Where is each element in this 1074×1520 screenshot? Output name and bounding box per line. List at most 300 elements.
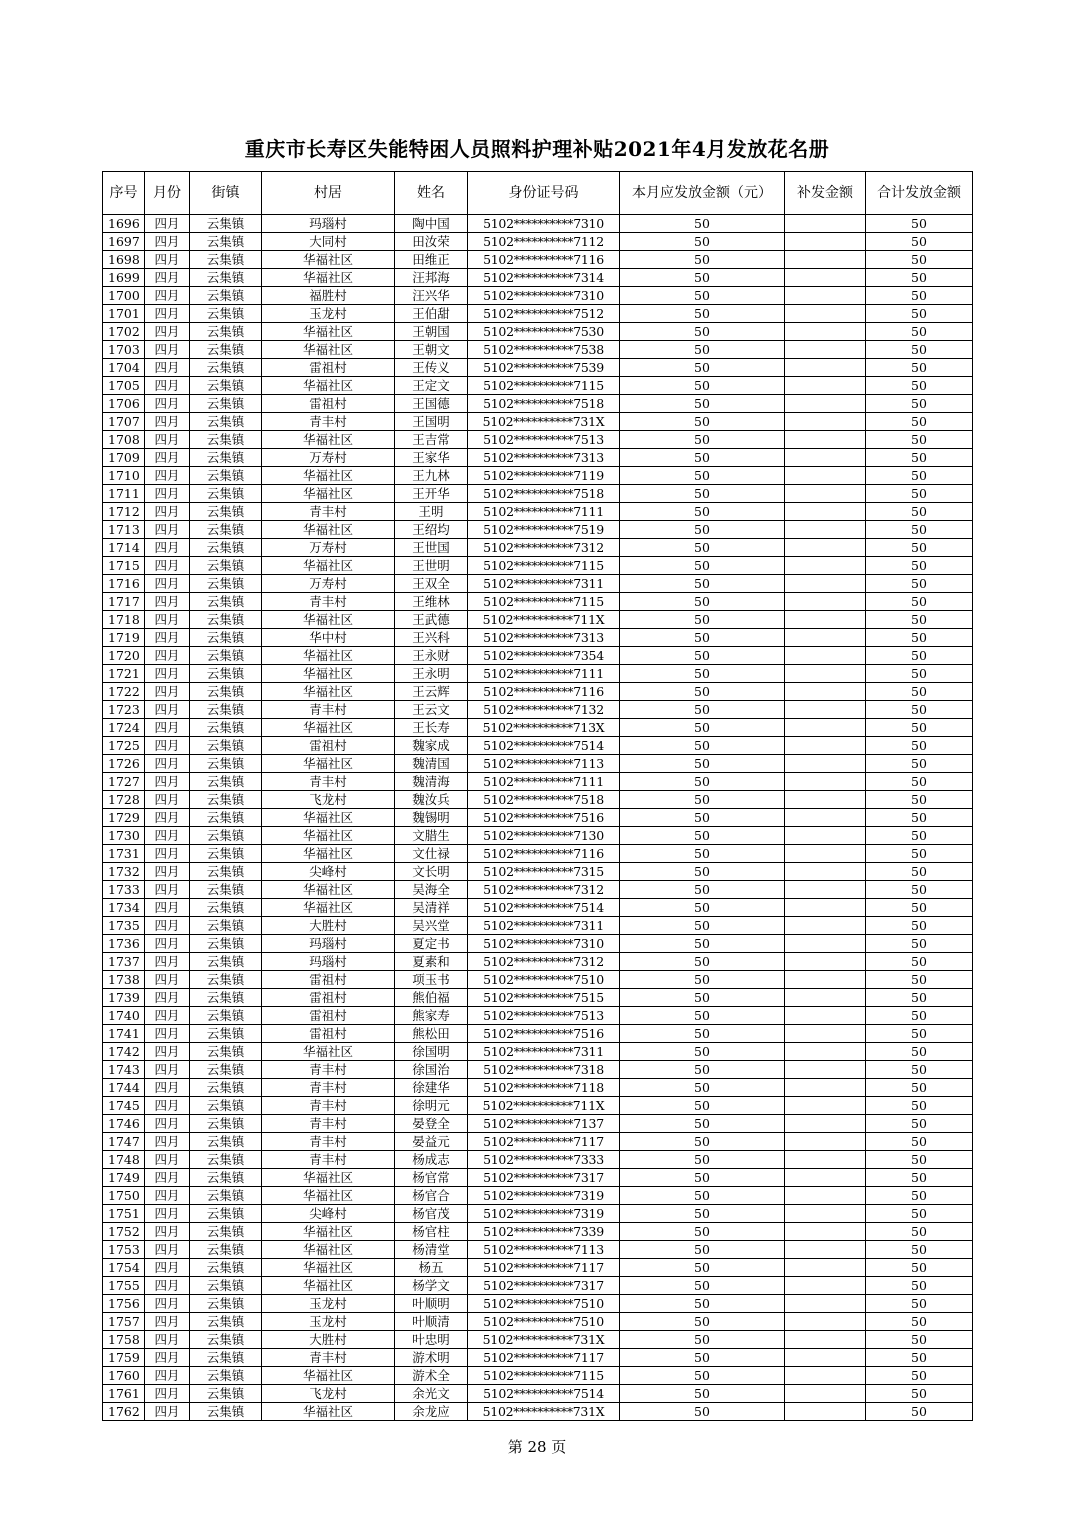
cell-id-number: 5102**********7115 xyxy=(468,1367,620,1385)
table-row xyxy=(103,1223,973,1241)
cell-town: 云集镇 xyxy=(190,665,262,683)
cell-month: 四月 xyxy=(145,503,190,521)
cell-total-amount: 50 xyxy=(866,449,973,467)
cell-name: 陶中国 xyxy=(395,215,468,233)
cell-town: 云集镇 xyxy=(190,1115,262,1133)
cell-month: 四月 xyxy=(145,701,190,719)
cell-due-amount: 50 xyxy=(620,539,785,557)
cell-extra-amount xyxy=(785,1097,866,1115)
table-row xyxy=(103,1205,973,1223)
cell-month: 四月 xyxy=(145,431,190,449)
cell-name: 文腊生 xyxy=(395,827,468,845)
cell-total-amount: 50 xyxy=(866,215,973,233)
cell-town: 云集镇 xyxy=(190,269,262,287)
cell-village: 华福社区 xyxy=(262,251,395,269)
cell-total-amount: 50 xyxy=(866,287,973,305)
cell-total-amount: 50 xyxy=(866,1025,973,1043)
cell-month: 四月 xyxy=(145,881,190,899)
cell-seq: 1744 xyxy=(103,1079,145,1097)
table-row xyxy=(103,413,973,431)
cell-total-amount: 50 xyxy=(866,431,973,449)
cell-id-number: 5102**********7318 xyxy=(468,1061,620,1079)
cell-seq: 1733 xyxy=(103,881,145,899)
cell-village: 玉龙村 xyxy=(262,1313,395,1331)
cell-extra-amount xyxy=(785,1277,866,1295)
cell-month: 四月 xyxy=(145,1331,190,1349)
table-row xyxy=(103,521,973,539)
cell-name: 杨官茂 xyxy=(395,1205,468,1223)
cell-town: 云集镇 xyxy=(190,773,262,791)
cell-seq: 1739 xyxy=(103,989,145,1007)
cell-due-amount: 50 xyxy=(620,1331,785,1349)
cell-due-amount: 50 xyxy=(620,1241,785,1259)
cell-village: 万寿村 xyxy=(262,539,395,557)
cell-seq: 1696 xyxy=(103,215,145,233)
cell-month: 四月 xyxy=(145,1313,190,1331)
cell-total-amount: 50 xyxy=(866,665,973,683)
cell-name: 徐建华 xyxy=(395,1079,468,1097)
cell-month: 四月 xyxy=(145,611,190,629)
cell-village: 华福社区 xyxy=(262,431,395,449)
cell-due-amount: 50 xyxy=(620,935,785,953)
cell-month: 四月 xyxy=(145,1403,190,1421)
cell-due-amount: 50 xyxy=(620,1151,785,1169)
cell-name: 熊伯福 xyxy=(395,989,468,1007)
table-row xyxy=(103,485,973,503)
cell-total-amount: 50 xyxy=(866,1097,973,1115)
table-row xyxy=(103,1403,973,1421)
cell-due-amount: 50 xyxy=(620,755,785,773)
cell-total-amount: 50 xyxy=(866,341,973,359)
cell-seq: 1756 xyxy=(103,1295,145,1313)
cell-due-amount: 50 xyxy=(620,1133,785,1151)
cell-seq: 1710 xyxy=(103,467,145,485)
cell-id-number: 5102**********7513 xyxy=(468,1007,620,1025)
cell-due-amount: 50 xyxy=(620,683,785,701)
cell-total-amount: 50 xyxy=(866,1313,973,1331)
cell-seq: 1715 xyxy=(103,557,145,575)
cell-village: 雷祖村 xyxy=(262,971,395,989)
table-row xyxy=(103,341,973,359)
cell-month: 四月 xyxy=(145,737,190,755)
cell-id-number: 5102**********7514 xyxy=(468,1385,620,1403)
cell-name: 王家华 xyxy=(395,449,468,467)
cell-village: 华福社区 xyxy=(262,845,395,863)
cell-id-number: 5102**********7312 xyxy=(468,881,620,899)
cell-total-amount: 50 xyxy=(866,1403,973,1421)
table-row xyxy=(103,323,973,341)
cell-extra-amount xyxy=(785,359,866,377)
cell-extra-amount xyxy=(785,953,866,971)
cell-id-number: 5102**********731X xyxy=(468,1403,620,1421)
cell-month: 四月 xyxy=(145,971,190,989)
cell-extra-amount xyxy=(785,1349,866,1367)
table-row xyxy=(103,1079,973,1097)
cell-village: 华福社区 xyxy=(262,827,395,845)
cell-extra-amount xyxy=(785,989,866,1007)
table-row xyxy=(103,647,973,665)
cell-id-number: 5102**********7111 xyxy=(468,665,620,683)
cell-id-number: 5102**********7117 xyxy=(468,1133,620,1151)
table-row xyxy=(103,935,973,953)
cell-extra-amount xyxy=(785,809,866,827)
cell-town: 云集镇 xyxy=(190,287,262,305)
cell-village: 玛瑙村 xyxy=(262,953,395,971)
cell-village: 雷祖村 xyxy=(262,989,395,1007)
cell-extra-amount xyxy=(785,215,866,233)
cell-seq: 1707 xyxy=(103,413,145,431)
cell-id-number: 5102**********7137 xyxy=(468,1115,620,1133)
cell-town: 云集镇 xyxy=(190,1097,262,1115)
cell-village: 青丰村 xyxy=(262,1349,395,1367)
cell-seq: 1706 xyxy=(103,395,145,413)
cell-total-amount: 50 xyxy=(866,251,973,269)
cell-total-amount: 50 xyxy=(866,971,973,989)
cell-due-amount: 50 xyxy=(620,1025,785,1043)
cell-town: 云集镇 xyxy=(190,467,262,485)
cell-village: 万寿村 xyxy=(262,575,395,593)
document-title: 重庆市长寿区失能特困人员照料护理补贴2021年4月发放花名册 xyxy=(244,137,830,161)
cell-id-number: 5102**********7516 xyxy=(468,1025,620,1043)
cell-id-number: 5102**********7510 xyxy=(468,1313,620,1331)
cell-total-amount: 50 xyxy=(866,845,973,863)
cell-village: 华福社区 xyxy=(262,1223,395,1241)
cell-seq: 1747 xyxy=(103,1133,145,1151)
cell-month: 四月 xyxy=(145,539,190,557)
cell-name: 王永明 xyxy=(395,665,468,683)
cell-due-amount: 50 xyxy=(620,1223,785,1241)
cell-due-amount: 50 xyxy=(620,629,785,647)
cell-name: 王开华 xyxy=(395,485,468,503)
cell-seq: 1721 xyxy=(103,665,145,683)
cell-total-amount: 50 xyxy=(866,575,973,593)
cell-name: 王明 xyxy=(395,503,468,521)
cell-total-amount: 50 xyxy=(866,935,973,953)
cell-seq: 1701 xyxy=(103,305,145,323)
cell-seq: 1759 xyxy=(103,1349,145,1367)
cell-extra-amount xyxy=(785,629,866,647)
cell-extra-amount xyxy=(785,917,866,935)
cell-extra-amount xyxy=(785,449,866,467)
cell-id-number: 5102**********7317 xyxy=(468,1169,620,1187)
cell-month: 四月 xyxy=(145,809,190,827)
table-row xyxy=(103,881,973,899)
cell-extra-amount xyxy=(785,251,866,269)
table-row xyxy=(103,755,973,773)
cell-town: 云集镇 xyxy=(190,521,262,539)
cell-total-amount: 50 xyxy=(866,1277,973,1295)
table-row xyxy=(103,305,973,323)
table-row xyxy=(103,1349,973,1367)
cell-town: 云集镇 xyxy=(190,1151,262,1169)
table-row xyxy=(103,431,973,449)
header-row xyxy=(103,172,973,215)
cell-village: 华福社区 xyxy=(262,485,395,503)
table-row xyxy=(103,287,973,305)
cell-seq: 1723 xyxy=(103,701,145,719)
cell-name: 游术明 xyxy=(395,1349,468,1367)
cell-extra-amount xyxy=(785,413,866,431)
cell-id-number: 5102**********7319 xyxy=(468,1205,620,1223)
cell-month: 四月 xyxy=(145,1097,190,1115)
cell-village: 青丰村 xyxy=(262,503,395,521)
cell-extra-amount xyxy=(785,719,866,737)
cell-village: 玛瑙村 xyxy=(262,935,395,953)
cell-village: 青丰村 xyxy=(262,1079,395,1097)
cell-village: 大胜村 xyxy=(262,917,395,935)
cell-village: 雷祖村 xyxy=(262,1025,395,1043)
cell-due-amount: 50 xyxy=(620,719,785,737)
table-row xyxy=(103,791,973,809)
cell-extra-amount xyxy=(785,1187,866,1205)
cell-town: 云集镇 xyxy=(190,1205,262,1223)
cell-seq: 1749 xyxy=(103,1169,145,1187)
cell-extra-amount xyxy=(785,467,866,485)
cell-month: 四月 xyxy=(145,593,190,611)
cell-extra-amount xyxy=(785,431,866,449)
table-row xyxy=(103,1385,973,1403)
cell-id-number: 5102**********7310 xyxy=(468,215,620,233)
cell-village: 青丰村 xyxy=(262,1115,395,1133)
cell-month: 四月 xyxy=(145,269,190,287)
cell-town: 云集镇 xyxy=(190,701,262,719)
cell-total-amount: 50 xyxy=(866,791,973,809)
cell-month: 四月 xyxy=(145,1385,190,1403)
cell-village: 华福社区 xyxy=(262,665,395,683)
cell-village: 华福社区 xyxy=(262,1043,395,1061)
cell-town: 云集镇 xyxy=(190,377,262,395)
roster-table xyxy=(102,171,973,1421)
cell-village: 青丰村 xyxy=(262,593,395,611)
cell-due-amount: 50 xyxy=(620,521,785,539)
table-row xyxy=(103,827,973,845)
cell-village: 华福社区 xyxy=(262,719,395,737)
cell-month: 四月 xyxy=(145,521,190,539)
cell-id-number: 5102**********711X xyxy=(468,611,620,629)
cell-village: 华福社区 xyxy=(262,1241,395,1259)
cell-seq: 1725 xyxy=(103,737,145,755)
table-row xyxy=(103,1025,973,1043)
cell-id-number: 5102**********711X xyxy=(468,1097,620,1115)
cell-extra-amount xyxy=(785,593,866,611)
cell-town: 云集镇 xyxy=(190,485,262,503)
cell-due-amount: 50 xyxy=(620,1007,785,1025)
cell-town: 云集镇 xyxy=(190,1025,262,1043)
cell-id-number: 5102**********713X xyxy=(468,719,620,737)
header-due-amount: 本月应发放金额（元） xyxy=(620,172,785,215)
cell-due-amount: 50 xyxy=(620,899,785,917)
cell-village: 青丰村 xyxy=(262,1133,395,1151)
cell-seq: 1737 xyxy=(103,953,145,971)
cell-town: 云集镇 xyxy=(190,413,262,431)
cell-name: 徐明元 xyxy=(395,1097,468,1115)
cell-town: 云集镇 xyxy=(190,917,262,935)
cell-seq: 1735 xyxy=(103,917,145,935)
cell-town: 云集镇 xyxy=(190,1079,262,1097)
cell-extra-amount xyxy=(785,845,866,863)
cell-id-number: 5102**********7111 xyxy=(468,503,620,521)
cell-total-amount: 50 xyxy=(866,305,973,323)
cell-month: 四月 xyxy=(145,665,190,683)
cell-town: 云集镇 xyxy=(190,1187,262,1205)
cell-seq: 1757 xyxy=(103,1313,145,1331)
table-row xyxy=(103,971,973,989)
cell-total-amount: 50 xyxy=(866,701,973,719)
cell-total-amount: 50 xyxy=(866,359,973,377)
cell-extra-amount xyxy=(785,287,866,305)
cell-name: 田维正 xyxy=(395,251,468,269)
cell-extra-amount xyxy=(785,647,866,665)
cell-due-amount: 50 xyxy=(620,845,785,863)
cell-month: 四月 xyxy=(145,683,190,701)
cell-month: 四月 xyxy=(145,719,190,737)
cell-seq: 1720 xyxy=(103,647,145,665)
cell-month: 四月 xyxy=(145,233,190,251)
cell-village: 玉龙村 xyxy=(262,1295,395,1313)
cell-month: 四月 xyxy=(145,341,190,359)
table-row xyxy=(103,917,973,935)
cell-village: 玉龙村 xyxy=(262,305,395,323)
cell-extra-amount xyxy=(785,863,866,881)
cell-seq: 1753 xyxy=(103,1241,145,1259)
cell-seq: 1700 xyxy=(103,287,145,305)
table-row xyxy=(103,1169,973,1187)
cell-month: 四月 xyxy=(145,413,190,431)
cell-town: 云集镇 xyxy=(190,881,262,899)
cell-id-number: 5102**********7312 xyxy=(468,539,620,557)
cell-id-number: 5102**********7113 xyxy=(468,755,620,773)
cell-village: 飞龙村 xyxy=(262,791,395,809)
table-row xyxy=(103,683,973,701)
cell-month: 四月 xyxy=(145,1079,190,1097)
cell-total-amount: 50 xyxy=(866,737,973,755)
cell-town: 云集镇 xyxy=(190,1313,262,1331)
cell-extra-amount xyxy=(785,269,866,287)
cell-town: 云集镇 xyxy=(190,503,262,521)
cell-id-number: 5102**********7116 xyxy=(468,251,620,269)
cell-total-amount: 50 xyxy=(866,755,973,773)
cell-due-amount: 50 xyxy=(620,917,785,935)
cell-due-amount: 50 xyxy=(620,215,785,233)
cell-due-amount: 50 xyxy=(620,647,785,665)
cell-month: 四月 xyxy=(145,953,190,971)
cell-village: 华福社区 xyxy=(262,881,395,899)
cell-total-amount: 50 xyxy=(866,683,973,701)
cell-due-amount: 50 xyxy=(620,953,785,971)
cell-due-amount: 50 xyxy=(620,377,785,395)
cell-total-amount: 50 xyxy=(866,377,973,395)
cell-id-number: 5102**********7111 xyxy=(468,773,620,791)
cell-town: 云集镇 xyxy=(190,1331,262,1349)
cell-seq: 1732 xyxy=(103,863,145,881)
cell-month: 四月 xyxy=(145,1367,190,1385)
cell-village: 华福社区 xyxy=(262,557,395,575)
cell-due-amount: 50 xyxy=(620,503,785,521)
cell-total-amount: 50 xyxy=(866,1151,973,1169)
cell-town: 云集镇 xyxy=(190,737,262,755)
cell-extra-amount xyxy=(785,377,866,395)
cell-due-amount: 50 xyxy=(620,593,785,611)
cell-extra-amount xyxy=(785,1331,866,1349)
cell-total-amount: 50 xyxy=(866,1223,973,1241)
cell-name: 徐国治 xyxy=(395,1061,468,1079)
cell-id-number: 5102**********731X xyxy=(468,413,620,431)
cell-name: 王世明 xyxy=(395,557,468,575)
cell-name: 王国德 xyxy=(395,395,468,413)
cell-extra-amount xyxy=(785,395,866,413)
table-row xyxy=(103,1151,973,1169)
cell-village: 华福社区 xyxy=(262,1403,395,1421)
cell-name: 王双全 xyxy=(395,575,468,593)
cell-total-amount: 50 xyxy=(866,1241,973,1259)
cell-id-number: 5102**********7514 xyxy=(468,899,620,917)
cell-village: 华福社区 xyxy=(262,809,395,827)
cell-village: 华福社区 xyxy=(262,1367,395,1385)
cell-id-number: 5102**********7510 xyxy=(468,1295,620,1313)
cell-due-amount: 50 xyxy=(620,1259,785,1277)
cell-town: 云集镇 xyxy=(190,1385,262,1403)
cell-month: 四月 xyxy=(145,467,190,485)
cell-name: 魏家成 xyxy=(395,737,468,755)
cell-due-amount: 50 xyxy=(620,971,785,989)
cell-village: 雷祖村 xyxy=(262,359,395,377)
table-row xyxy=(103,845,973,863)
cell-due-amount: 50 xyxy=(620,1115,785,1133)
cell-month: 四月 xyxy=(145,827,190,845)
cell-name: 汪兴华 xyxy=(395,287,468,305)
cell-total-amount: 50 xyxy=(866,1169,973,1187)
cell-name: 熊家寿 xyxy=(395,1007,468,1025)
table-row xyxy=(103,269,973,287)
cell-id-number: 5102**********7132 xyxy=(468,701,620,719)
cell-id-number: 5102**********7311 xyxy=(468,1043,620,1061)
cell-month: 四月 xyxy=(145,287,190,305)
cell-village: 华福社区 xyxy=(262,1277,395,1295)
header-seq: 序号 xyxy=(103,172,145,215)
cell-seq: 1760 xyxy=(103,1367,145,1385)
table-row xyxy=(103,1295,973,1313)
cell-village: 华福社区 xyxy=(262,611,395,629)
cell-month: 四月 xyxy=(145,377,190,395)
cell-town: 云集镇 xyxy=(190,575,262,593)
cell-village: 玛瑙村 xyxy=(262,215,395,233)
cell-extra-amount xyxy=(785,521,866,539)
cell-id-number: 5102**********7538 xyxy=(468,341,620,359)
cell-total-amount: 50 xyxy=(866,629,973,647)
cell-town: 云集镇 xyxy=(190,251,262,269)
cell-total-amount: 50 xyxy=(866,557,973,575)
cell-seq: 1709 xyxy=(103,449,145,467)
cell-id-number: 5102**********7516 xyxy=(468,809,620,827)
cell-total-amount: 50 xyxy=(866,485,973,503)
cell-total-amount: 50 xyxy=(866,989,973,1007)
cell-due-amount: 50 xyxy=(620,323,785,341)
cell-total-amount: 50 xyxy=(866,269,973,287)
cell-seq: 1708 xyxy=(103,431,145,449)
cell-name: 项玉书 xyxy=(395,971,468,989)
roster-body xyxy=(103,215,973,1421)
cell-name: 叶顺明 xyxy=(395,1295,468,1313)
cell-town: 云集镇 xyxy=(190,1277,262,1295)
cell-extra-amount xyxy=(785,1259,866,1277)
cell-seq: 1702 xyxy=(103,323,145,341)
cell-id-number: 5102**********7518 xyxy=(468,395,620,413)
cell-name: 王云辉 xyxy=(395,683,468,701)
cell-town: 云集镇 xyxy=(190,1259,262,1277)
cell-name: 王绍均 xyxy=(395,521,468,539)
cell-seq: 1731 xyxy=(103,845,145,863)
cell-id-number: 5102**********7519 xyxy=(468,521,620,539)
